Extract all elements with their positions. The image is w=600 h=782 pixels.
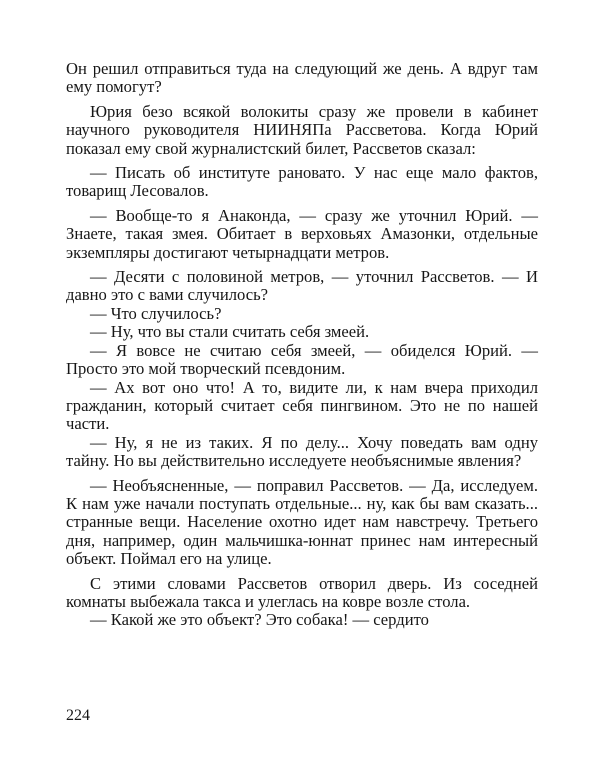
paragraph: — Какой же это объект? Это собака! — сердито bbox=[90, 610, 429, 630]
paragraph: — Что случилось? bbox=[90, 303, 222, 323]
paragraph: — Необъясненные, — поправил Рассветов. — Да, исследуем. К нам уже начали поступать отдельные... ну, как бы вам сказать... странные вещи. Население охотно идет нам навстречу. Третьего дня, например, один мальчишка-юннат принес нам интересный объект. Поймал его на улице. bbox=[66, 475, 538, 569]
paragraph: — Ну, что вы стали считать себя змеей. bbox=[90, 322, 370, 342]
paragraph: — Вообще-то я Анаконда, — сразу же уточнил Юрий. — Знаете, такая змея. Обитает в верховьях Амазонки, отдельные экземпляры достигают четырнадцати метров. bbox=[66, 205, 538, 262]
page-text bbox=[66, 60, 538, 630]
paragraph: — Десяти с половиной метров, — уточнил Рассветов. — И давно это с вами случилось? bbox=[66, 267, 538, 305]
paragraph: — Писать об институте рановато. У нас еще мало фактов, товарищ Лесовалов. bbox=[66, 163, 538, 201]
paragraph: Он решил отправиться туда на следующий же день. А вдруг там ему помогут? bbox=[66, 59, 538, 97]
paragraph: — Я вовсе не считаю себя змеей, — обиделся Юрий. — Просто это мой творческий псевдоним. bbox=[66, 340, 538, 379]
page-number: 224 bbox=[66, 707, 90, 724]
paragraph: С этими словами Рассветов отворил дверь. Из соседней комнаты выбежала такса и улеглась на ковре возле стола. bbox=[66, 573, 538, 611]
paragraph: Юрия безо всякой волокиты сразу же провели в кабинет научного руководителя НИИНЯПа Рассветова. Когда Юрий показал ему свой журналистский билет, Рассветов сказал: bbox=[66, 101, 538, 158]
paragraph: — Ну, я не из таких. Я по делу... Хочу поведать вам одну тайну. Но вы действительно исследуете необъяснимые явления? bbox=[66, 432, 538, 471]
paragraph: — Ах вот оно что! А то, видите ли, к нам вчера приходил гражданин, который считает себя пингвином. Это не по нашей части. bbox=[66, 377, 538, 434]
